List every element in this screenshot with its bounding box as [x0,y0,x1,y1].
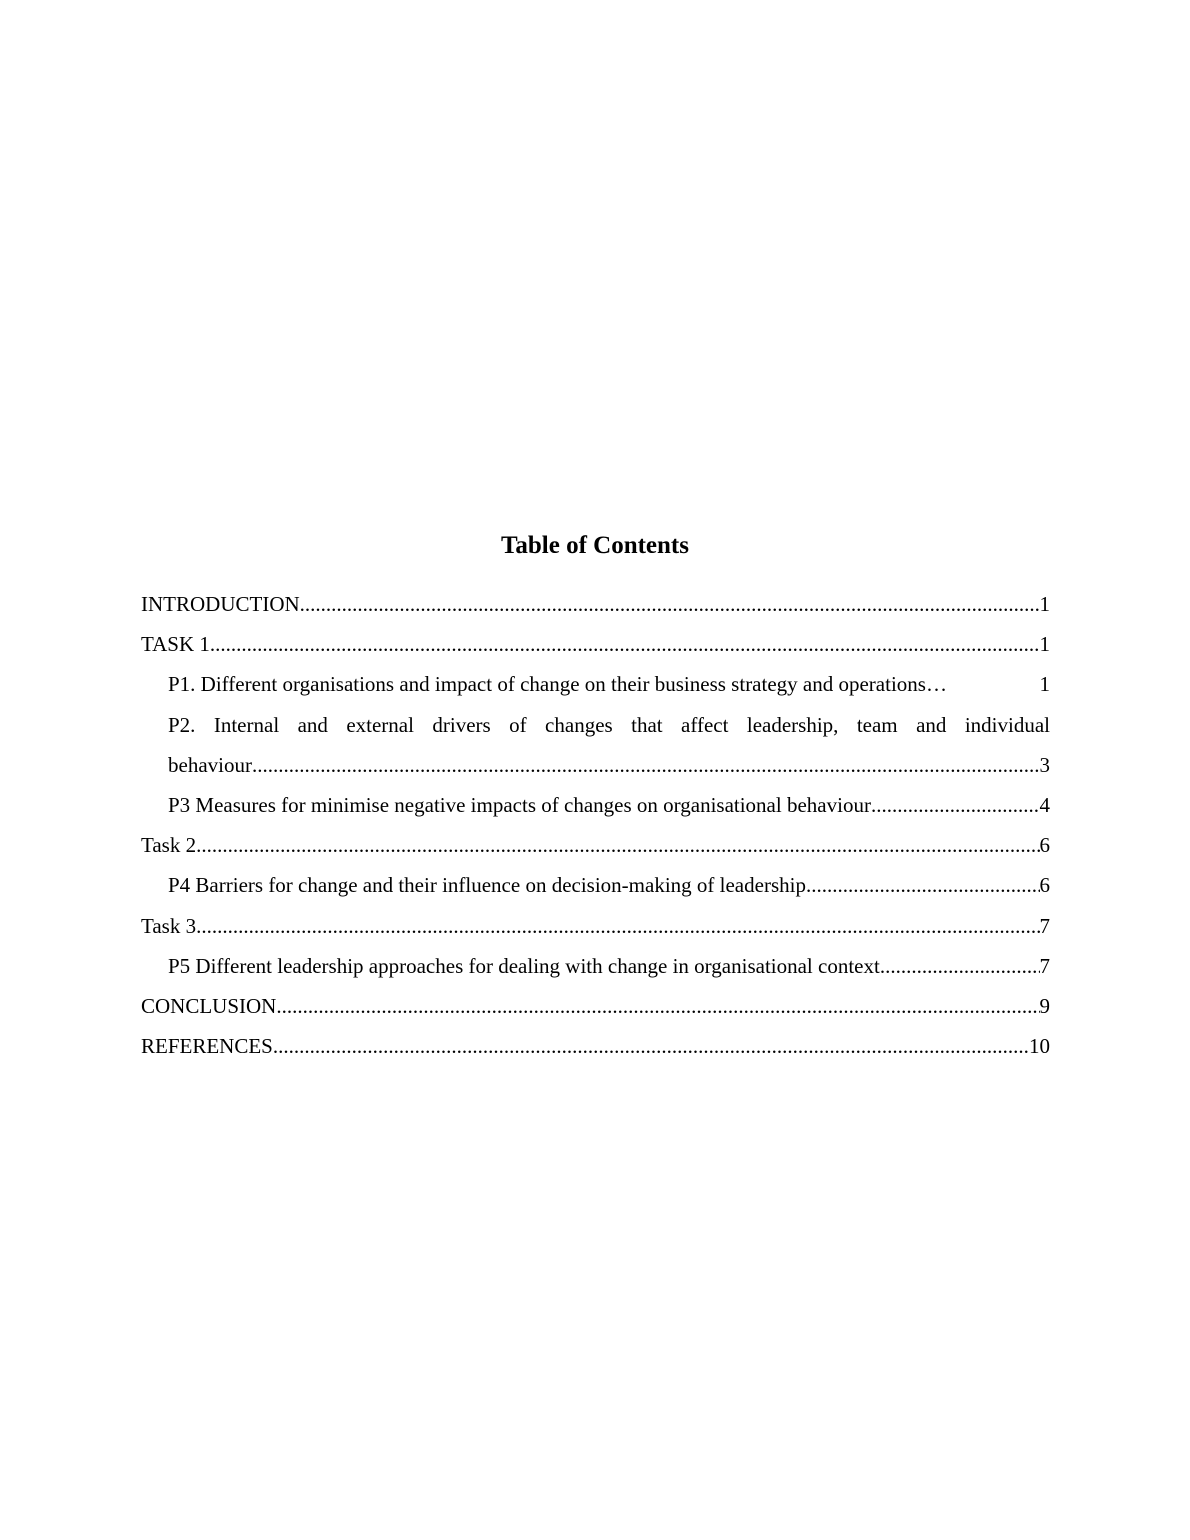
toc-entry-p4[interactable] [141,865,1050,905]
toc-entry-label: CONCLUSION [141,993,277,1018]
toc-dot-leader [880,946,1040,986]
toc-entry-introduction[interactable] [141,584,1050,624]
toc-entry-p3[interactable] [141,785,1050,825]
toc-dot-leader [871,785,1040,825]
toc-entry-p2-line-2[interactable] [141,745,1050,785]
toc-entry-label: P4 Barriers for change and their influence on decision-making of leadership [168,873,806,898]
toc-entry-word: changes [545,712,613,737]
toc-entry-word: leadership, [746,712,839,737]
toc-entry-label: P3 Measures for minimise negative impacts of changes on organisational behaviour [168,792,871,817]
toc-entry-word: individual [964,712,1050,737]
toc-entry-p5[interactable] [141,946,1050,986]
toc-entry-word: team [856,712,898,737]
toc-entry-p1[interactable] [141,664,1050,704]
toc-page-number: 9 [1039,993,1050,1018]
toc-dot-leader [196,825,1039,865]
toc-dot-leader [276,986,1039,1026]
toc-dot-leader [252,745,1040,785]
toc-entry-label: REFERENCES [141,1034,273,1059]
toc-entry-word: of [509,712,527,737]
toc-page-number: 10 [1029,1034,1050,1059]
toc-page-number: 1 [1039,632,1050,657]
toc-title: Table of Contents [501,532,689,559]
toc-entry-label: P5 Different leadership approaches for dealing with change in organisational context [168,953,880,978]
toc-dot-leader [273,1026,1029,1066]
toc-page-number: 3 [1039,752,1050,777]
toc-entry-p2-line-1[interactable] [141,705,1050,745]
toc-entry-label: behaviour [168,752,252,777]
toc-page-number: 7 [1039,953,1050,978]
toc-entry-word: that [631,712,663,737]
toc-entry-label: Task 3 [141,913,197,938]
toc-entry-label: TASK 1 [141,632,210,657]
toc-entry-label: Task 2 [141,833,197,858]
toc-page-number: 1 [1039,672,1050,697]
toc-entry-word: and [916,712,947,737]
toc-entry-word: Internal [213,712,280,737]
toc-entry-conclusion[interactable] [141,986,1050,1026]
toc-entry-task-2[interactable] [141,825,1050,865]
toc-page-number: 4 [1039,792,1050,817]
toc-page-number: 7 [1039,913,1050,938]
toc-entry-word: external [346,712,414,737]
toc-page-number: 1 [1039,592,1050,616]
toc-page-number: 6 [1039,833,1050,858]
toc-dot-leader [300,584,1040,624]
toc-page-number: 6 [1039,873,1050,898]
toc-dot-leader [926,664,1040,704]
toc-entry-word: P2. [168,712,196,737]
toc-entry-task-1[interactable] [141,624,1050,664]
toc-dot-leader [210,624,1040,664]
toc-entry-word: affect [681,712,729,737]
toc-entry-references[interactable] [141,1026,1050,1066]
toc-entry-word: drivers [432,712,491,737]
toc-dot-leader [196,906,1039,946]
toc-entry-label: INTRODUCTION [141,592,300,616]
toc-entry-word: and [297,712,328,737]
toc-entry-label: P1. Different organisations and impact of change on their business strategy and operations [168,672,926,697]
toc-entry-task-3[interactable] [141,906,1050,946]
table-of-contents [141,584,1050,1066]
toc-dot-leader [806,865,1040,905]
